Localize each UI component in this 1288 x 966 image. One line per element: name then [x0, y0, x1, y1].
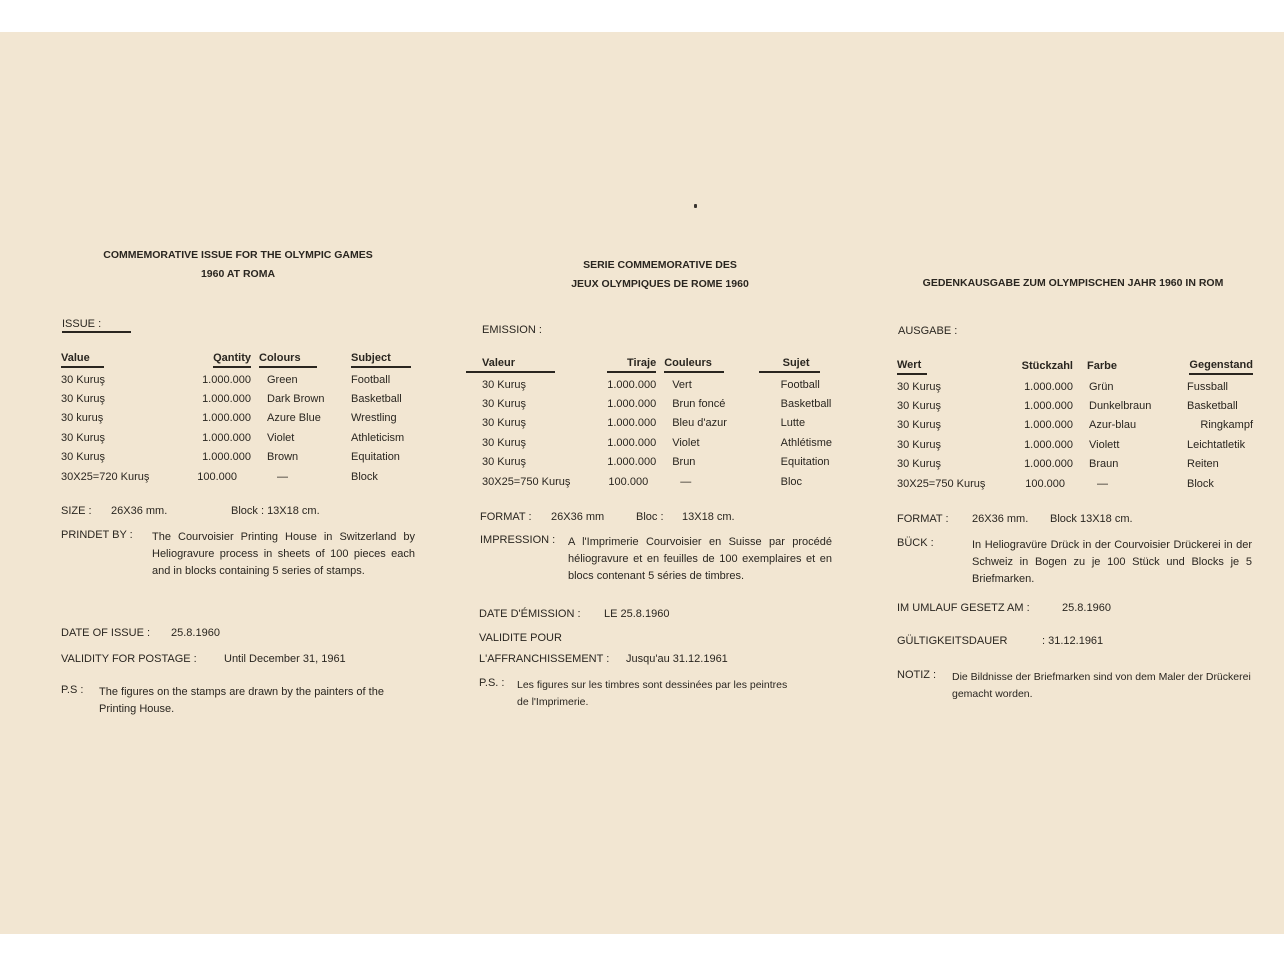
- ink-speck: [694, 204, 697, 208]
- table-row: 30 Kuruş 1.000.000 Braun Reiten: [897, 458, 1219, 471]
- german-format-value: 26X36 mm.: [972, 513, 1029, 525]
- column-header: Qantity: [179, 352, 251, 370]
- french-title-line2: JEUX OLYMPIQUES DE ROME 1960: [571, 278, 749, 290]
- table-row: 30 Kuruş 1.000.000 Dunkelbraun Basketball: [897, 400, 1238, 413]
- table-header-row: [466, 357, 832, 375]
- english-size-label: SIZE :: [61, 505, 92, 517]
- table-header-row: [61, 352, 415, 370]
- column-header: Tiraje: [589, 357, 656, 375]
- german-ausgabe-label: AUSGABE :: [898, 325, 958, 337]
- table-row: 30 Kuruş 1.000.000 Brun Equitation: [482, 456, 830, 469]
- french-date-label: DATE D'ÉMISSION :: [479, 608, 581, 620]
- table-row: 30 Kuruş 1.000.000 Brun foncé Basketball: [482, 398, 832, 411]
- english-ps-text: [99, 684, 417, 718]
- french-impression-text: A l'Imprimerie Courvoisier en Suisse par procédé héliogravure et en feuilles de 100 exemplaires et en blocs contenant 5 séries de timbres.: [568, 536, 832, 582]
- table-row: 30 Kuruş 1.000.000 Vert Football: [482, 378, 820, 391]
- german-umlauf-label: IM UMLAUF GESETZ AM :: [897, 602, 1030, 614]
- french-date-value: LE 25.8.1960: [604, 608, 670, 620]
- english-title-line2: 1960 AT ROMA: [200, 268, 276, 280]
- german-notiz-label: NOTIZ :: [897, 669, 937, 681]
- table-row: 30 Kuruş 1.000.000 Green Football: [61, 373, 391, 386]
- column-header: Subject: [351, 352, 415, 370]
- german-ausgabe-table: [897, 359, 1253, 493]
- table-row: 30 Kuruş 1.000.000 Bleu d'azur Lutte: [482, 417, 806, 430]
- table-row: 30 Kuruş 1.000.000 Brown Equitation: [61, 451, 400, 464]
- table-row: 30X25=750 Kuruş 100.000 — Block: [897, 477, 1214, 490]
- column-header: Valeur: [466, 357, 589, 375]
- column-header: Wert: [897, 359, 1005, 377]
- table-row: 30 Kuruş 1.000.000 Violet Athleticism: [61, 431, 405, 444]
- english-issue-heading: [62, 318, 131, 333]
- table-row: 30 Kuruş 1.000.000 Grün Fussball: [897, 380, 1228, 393]
- english-ps-body: The figures on the stamps are drawn by the painters of the Printing House.: [99, 686, 384, 715]
- column-header: Stückzahl: [1021, 360, 1073, 372]
- french-format-value: 26X36 mm: [551, 511, 605, 523]
- french-bloc-value: 13X18 cm.: [682, 511, 735, 523]
- french-emission-label: EMISSION :: [482, 324, 542, 336]
- english-date-value: 25.8.1960: [171, 627, 220, 639]
- german-gueltig-value: : 31.12.1961: [1042, 635, 1104, 647]
- german-buck-text: In Heliogravüre Drück in der Courvoisier Drückerei in der Schweiz in Bogen zu je 100 Stück und Blocks je 5 Briefmarken.: [972, 539, 1252, 585]
- french-emission-heading: [482, 324, 542, 336]
- column-header: Colours: [251, 352, 351, 370]
- english-print-text: The Courvoisier Printing House in Switzerland by Heliogravure process in sheets of 100 pieces each and in blocks containing 5 series of stamps.: [152, 531, 415, 577]
- english-validity-label: VALIDITY FOR POSTAGE :: [61, 653, 197, 665]
- english-title: [70, 246, 406, 284]
- french-title: [530, 256, 790, 294]
- german-ausgabe-heading: [898, 325, 957, 337]
- german-gueltig-label: GÜLTIGKEITSDAUER: [897, 635, 1008, 647]
- german-buck-label: BÜCK :: [897, 537, 934, 549]
- french-format-label: FORMAT :: [480, 511, 532, 523]
- english-ps-label: P.S :: [61, 684, 84, 696]
- column-header: Value: [61, 352, 179, 370]
- english-date-label: DATE OF ISSUE :: [61, 627, 151, 639]
- table-header-row: [897, 359, 1253, 377]
- german-notiz-text: Die Bildnisse der Briefmarken sind von dem Maler der Drückerei gemacht worden.: [952, 671, 1251, 700]
- table-row: 30 Kuruş 1.000.000 Dark Brown Basketball: [61, 393, 402, 406]
- french-validite-line2: L'AFFRANCHISSEMENT :: [479, 653, 610, 665]
- english-title-line1: COMMEMORATIVE ISSUE FOR THE OLYMPIC GAMES: [103, 249, 373, 261]
- french-validite-line1: VALIDITE POUR: [479, 632, 562, 644]
- table-row: 30X25=720 Kuruş 100.000 — Block: [61, 470, 378, 483]
- english-print-label: PRINDET BY :: [61, 529, 133, 541]
- column-header: Couleurs: [656, 357, 758, 375]
- german-format-label: FORMAT :: [897, 513, 949, 525]
- french-impression-label: IMPRESSION :: [480, 534, 556, 546]
- french-ps-label: P.S. :: [479, 677, 505, 689]
- english-validity-value: Until December 31, 1961: [224, 653, 346, 665]
- table-row: 30 Kuruş 1.000.000 Violett Leichtatletik: [897, 438, 1246, 451]
- table-row: 30 kuruş 1.000.000 Azure Blue Wrestling: [61, 412, 397, 425]
- french-title-line1: SERIE COMMEMORATIVE DES: [583, 259, 737, 271]
- table-row: 30 Kuruş 1.000.000 Violet Athlétisme: [482, 436, 832, 449]
- table-row: 30X25=750 Kuruş 100.000 — Bloc: [482, 475, 803, 488]
- english-issue-label: ISSUE :: [62, 318, 131, 333]
- column-header: Gegenstand: [1173, 359, 1253, 377]
- german-title: GEDENKAUSGABE ZUM OLYMPISCHEN JAHR 1960 IN ROM: [922, 277, 1224, 289]
- english-issue-table: [61, 352, 415, 486]
- french-validite-value: Jusqu'au 31.12.1961: [626, 653, 728, 665]
- german-block-value: Block 13X18 cm.: [1050, 513, 1133, 525]
- german-umlauf-value: 25.8.1960: [1062, 602, 1111, 614]
- column-header: Sujet: [759, 357, 832, 375]
- french-ps-text: Les figures sur les timbres sont dessinées par les peintres de l'Imprimerie.: [517, 679, 788, 708]
- english-size-value: 26X36 mm.: [111, 505, 168, 517]
- column-header: Farbe: [1087, 360, 1117, 372]
- english-block-size: Block : 13X18 cm.: [231, 505, 320, 517]
- table-row: 30 Kuruş 1.000.000 Azur-blau Ringkampf: [897, 419, 1253, 432]
- french-emission-table: [466, 357, 832, 491]
- french-bloc-label: Bloc :: [636, 511, 664, 523]
